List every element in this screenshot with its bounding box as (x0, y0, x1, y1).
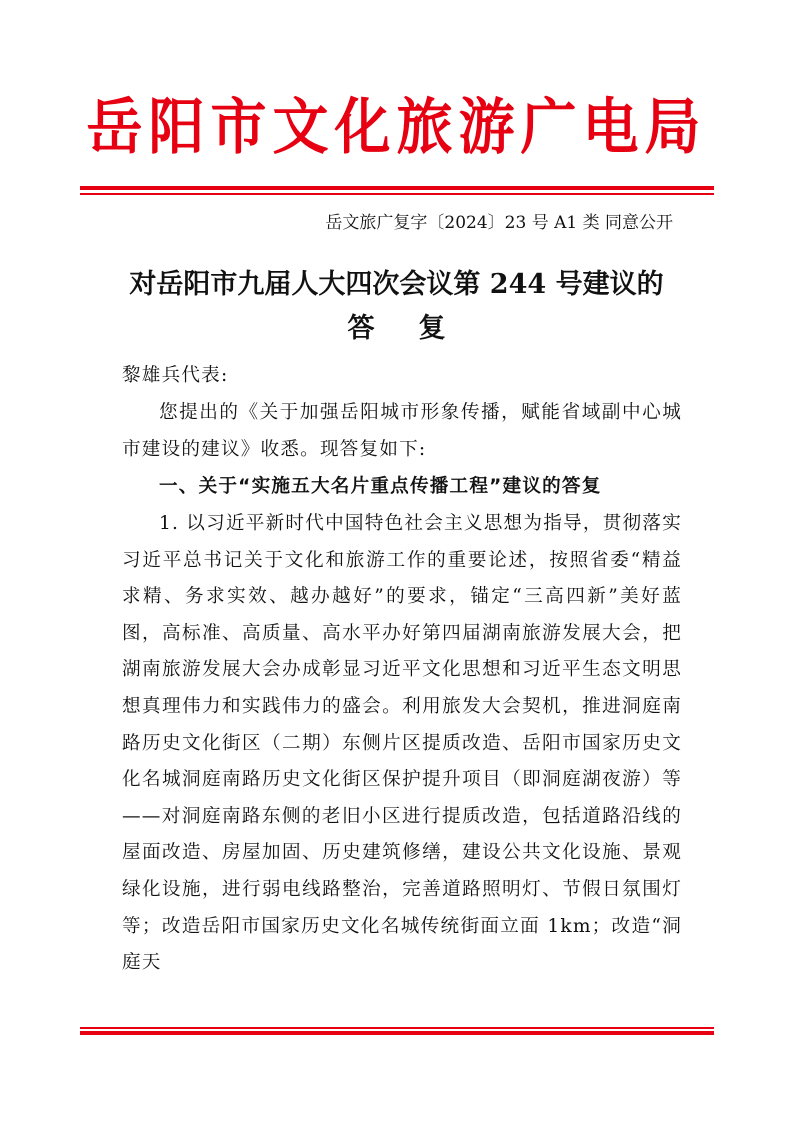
salutation: 黎雄兵代表: (122, 365, 229, 386)
footer-rule-thick (80, 1031, 714, 1035)
header-rule-thin (80, 193, 714, 195)
paragraph-intro: 您提出的《关于加强岳阳城市形象传播，赋能省域副中心城市建设的建议》收悉。现答复如下: (122, 402, 682, 460)
header-rule-thick (80, 186, 714, 190)
paragraph-body: 1. 以习近平新时代中国特色社会主义思想为指导，贯彻落实习近平总书记关于文化和旅游工作的重要论述，按照省委“精益求精、务求实效、越办越好”的要求，锚定“三高四新”美好蓝图，高标准、高质量、高水平办好第四届湖南旅游发展大会，把湖南旅游发展大会办成彰显习近平文化思想和习近平生态文明思想真理伟力和实践伟力的盛会。利用旅发大会契机，推进洞庭南路历史文化街区（二期）东侧片区提质改造、岳阳市国家历史文化名城洞庭南路历史文化街区保护提升项目（即洞庭湖夜游）等——对洞庭南路东侧的老旧小区进行提质改造，包括道路沿线的屋面改造、房屋加固、历史建筑修缮，建设公共文化设施、景观绿化设施，进行弱电线路整治，完善道路照明灯、节假日氛围灯等；改造岳阳市国家历史文化名城传统街面立面 1km；改造“洞庭天 (122, 513, 682, 974)
document-title-line1: 对岳阳市九届人大四次会议第 244 号建议的 (129, 269, 664, 300)
document-title-line2: 答复 (347, 313, 490, 344)
footer-rule-thin (80, 1027, 714, 1029)
section-heading: 一、关于“实施五大名片重点传播工程”建议的答复 (159, 476, 602, 497)
document-number: 岳文旅广复字〔2024〕23 号 A1 类 同意公开 (325, 213, 673, 233)
agency-masthead: 岳阳市文化旅游广电局 (86, 91, 707, 163)
